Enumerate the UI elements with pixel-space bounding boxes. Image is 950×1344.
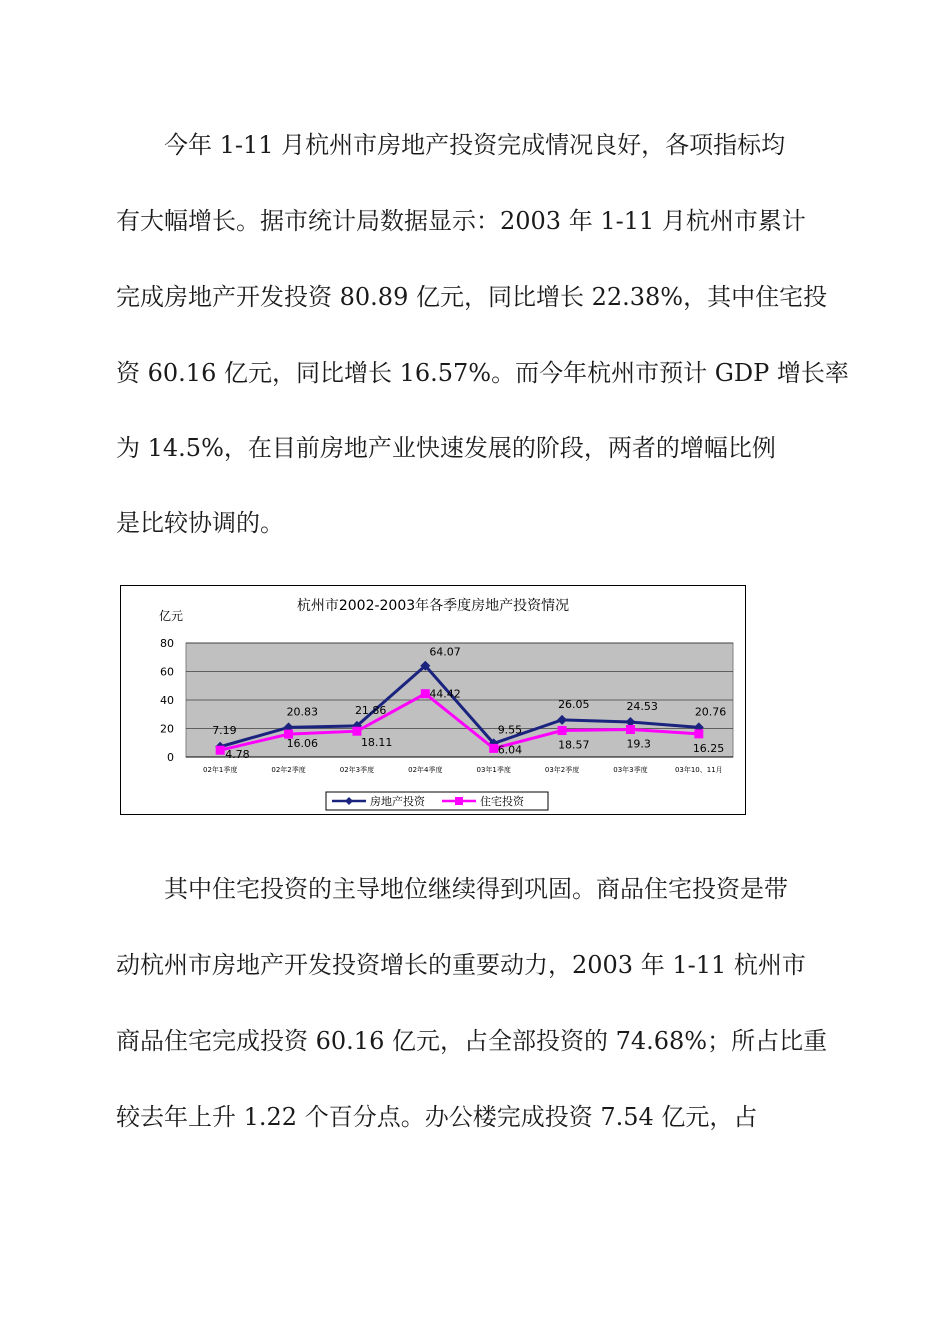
investment-chart bbox=[120, 585, 746, 815]
paragraph-2-line: 较去年上升 1.22 个百分点。办公楼完成投资 7.54 亿元，占 bbox=[116, 1103, 758, 1131]
data-label: 18.57 bbox=[558, 738, 590, 752]
paragraph-1-line: 资 60.16 亿元，同比增长 16.57%。而今年杭州市预计 GDP 增长率 bbox=[116, 359, 849, 387]
data-point-marker bbox=[626, 725, 635, 734]
y-tick-label: 20 bbox=[160, 722, 174, 736]
y-tick-label: 60 bbox=[160, 665, 174, 679]
data-label: 16.06 bbox=[286, 737, 319, 751]
data-label: 18.11 bbox=[360, 736, 393, 750]
data-label: 64.07 bbox=[429, 645, 461, 659]
x-tick-label: 03年3季度 bbox=[613, 766, 648, 774]
data-point-marker bbox=[694, 729, 703, 738]
paragraph-1-line: 是比较协调的。 bbox=[116, 509, 284, 537]
data-label: 26.05 bbox=[558, 697, 590, 711]
paragraph-1-line: 有大幅增长。据市统计局数据显示：2003 年 1-11 月杭州市累计 bbox=[116, 207, 806, 235]
data-point-marker bbox=[558, 726, 567, 735]
paragraph-2-line: 其中住宅投资的主导地位继续得到巩固。商品住宅投资是带 bbox=[164, 875, 788, 903]
investment-chart-svg bbox=[121, 586, 747, 816]
x-tick-label: 02年2季度 bbox=[271, 766, 306, 774]
data-label: 24.53 bbox=[626, 700, 658, 714]
data-label: 20.83 bbox=[286, 705, 319, 719]
data-label: 7.19 bbox=[212, 723, 237, 737]
x-tick-label: 02年1季度 bbox=[203, 766, 238, 774]
x-tick-label: 02年4季度 bbox=[408, 766, 443, 774]
y-tick-label: 80 bbox=[160, 637, 174, 650]
legend-label: 住宅投资 bbox=[480, 795, 524, 808]
data-point-marker bbox=[216, 746, 225, 755]
data-label: 21.86 bbox=[354, 703, 387, 717]
paragraph-2-line: 商品住宅完成投资 60.16 亿元，占全部投资的 74.68%；所占比重 bbox=[116, 1027, 828, 1055]
paragraph-2-line: 动杭州市房地产开发投资增长的重要动力，2003 年 1-11 杭州市 bbox=[116, 951, 806, 979]
paragraph-1-line: 为 14.5%，在目前房地产业快速发展的阶段，两者的增幅比例 bbox=[116, 434, 776, 462]
data-label: 6.04 bbox=[497, 743, 523, 757]
x-tick-label: 03年10、11月 bbox=[674, 766, 723, 774]
y-tick-label: 40 bbox=[160, 694, 174, 707]
data-label: 44.42 bbox=[429, 687, 461, 701]
data-label: 20.76 bbox=[694, 705, 727, 719]
y-axis-label: 亿元 bbox=[159, 609, 184, 623]
chart-title: 杭州市2002-2003年各季度房地产投资情况 bbox=[296, 598, 570, 614]
data-label: 19.3 bbox=[626, 737, 651, 751]
x-tick-label: 03年2季度 bbox=[544, 766, 580, 774]
paragraph-1-line: 完成房地产开发投资 80.89 亿元，同比增长 22.38%，其中住宅投 bbox=[116, 283, 828, 311]
paragraph-1-line: 今年 1-11 月杭州市房地产投资完成情况良好，各项指标均 bbox=[164, 131, 786, 159]
data-label: 9.55 bbox=[497, 723, 523, 737]
data-label: 4.78 bbox=[225, 748, 250, 762]
x-tick-label: 03年1季度 bbox=[476, 766, 511, 774]
y-tick-label: 0 bbox=[167, 751, 174, 764]
legend-label: 房地产投资 bbox=[370, 795, 425, 808]
x-tick-label: 02年3季度 bbox=[339, 766, 375, 774]
data-point-marker bbox=[352, 727, 361, 736]
legend-swatch-marker bbox=[455, 797, 463, 805]
data-label: 16.25 bbox=[692, 741, 725, 755]
